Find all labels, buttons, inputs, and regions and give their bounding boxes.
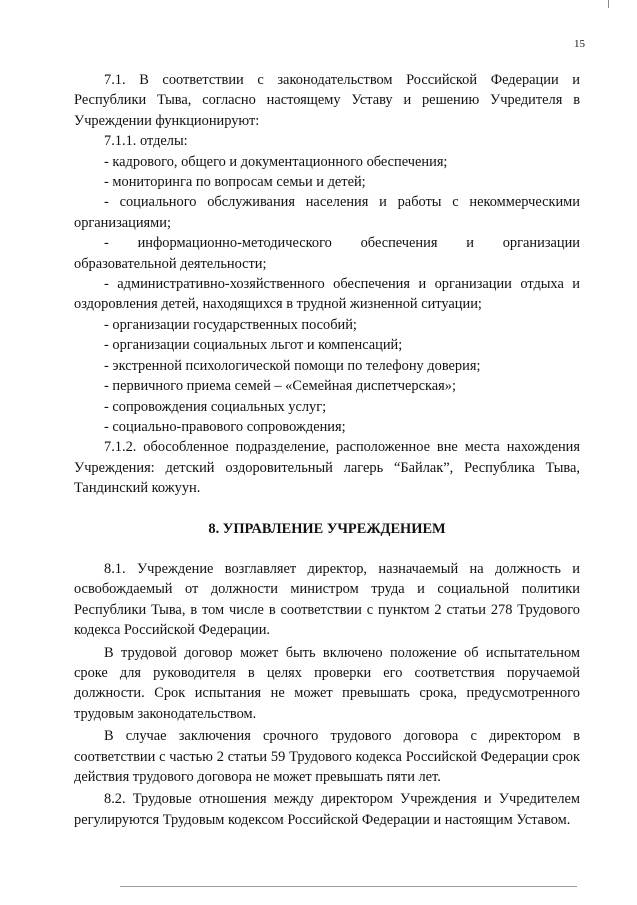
department-item: - сопровождения социальных услуг; xyxy=(104,398,327,415)
department-item: - экстренной психологической помощи по телефону доверия; xyxy=(104,357,481,374)
paragraph-probation: В трудовой договор может быть включено положение об испытательном сроке для руководителя в целях проверки его соответствия поручаемой должности. Срок испытания не может превышать срока, предусмотренного трудовым законодательством. xyxy=(74,644,580,722)
department-item: - социального обслуживания населения и работы с некоммерческими организациями; xyxy=(74,194,580,231)
department-item: - организации социальных льгот и компенсаций; xyxy=(104,337,403,354)
paragraph-8-2: 8.2. Трудовые отношения между директором Учреждения и Учредителем регулируются Трудовым кодексом Российской Федерации и настоящим Уставом. xyxy=(74,791,580,828)
department-item: - социально-правового сопровождения; xyxy=(104,418,346,435)
section-heading: 8. УПРАВЛЕНИЕ УЧРЕЖДЕНИЕМ xyxy=(208,520,446,537)
scan-corner-mark xyxy=(608,0,609,8)
department-item: - организации государственных пособий; xyxy=(104,316,357,333)
paragraph-8-1: 8.1. Учреждение возглавляет директор, назначаемый на должность и освобождаемый от должности министром труда и социальной политики Республики Тыва, в том числе в соответствии с пунктом 2 статьи 278 Трудового кодекса Российской Федерации. xyxy=(74,560,580,639)
department-item: - мониторинга по вопросам семьи и детей; xyxy=(104,174,366,191)
document-body xyxy=(74,70,580,830)
department-item: - первичного приема семей – «Семейная диспетчерская»; xyxy=(104,378,456,395)
paragraph-7-1-2: 7.1.2. обособленное подразделение, расположенное вне места нахождения Учреждения: детский оздоровительный лагерь “Байлак”, Республика Тыва, Тандинский кожуун. xyxy=(74,439,580,497)
department-item: - информационно-методического обеспечения и организации образовательной деятельности; xyxy=(74,235,580,272)
paragraph-7-1-1: 7.1.1. отделы: xyxy=(104,133,188,150)
paragraph-7-1: 7.1. В соответствии с законодательством Российской Федерации и Республики Тыва, согласно настоящему Уставу и решению Учредителя в Учреждении функционируют: xyxy=(74,72,580,129)
scan-bottom-line xyxy=(120,886,577,887)
department-item: - административно-хозяйственного обеспечения и организации отдыха и оздоровления детей, находящихся в трудной жизненной ситуации; xyxy=(74,276,580,313)
page-number: 15 xyxy=(574,38,585,50)
department-item: - кадрового, общего и документационного обеспечения; xyxy=(104,153,448,170)
paragraph-fixed-term: В случае заключения срочного трудового договора с директором в соответствии с частью 2 статьи 59 Трудового кодекса Российской Федерации срок действия трудового договора не может превышать пяти лет. xyxy=(74,728,580,785)
